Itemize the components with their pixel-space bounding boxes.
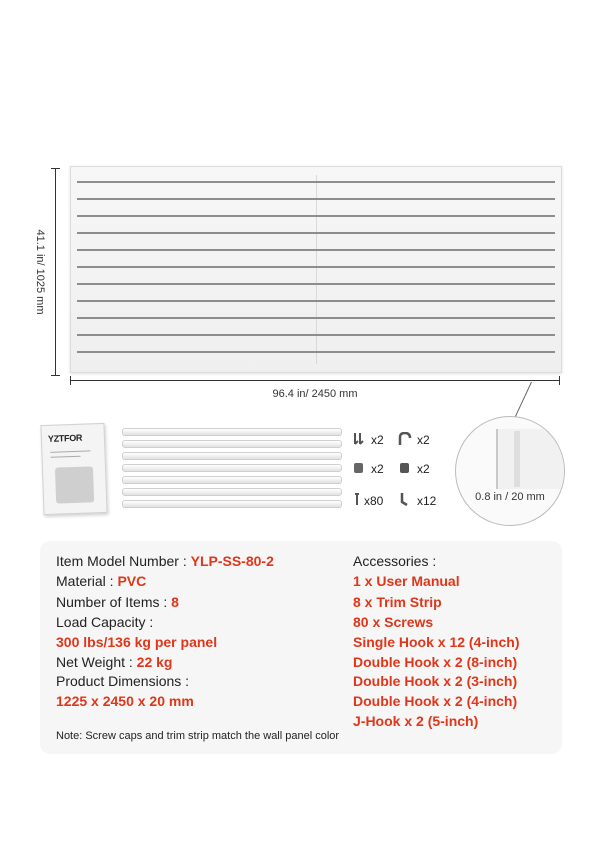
trim-strip [122, 452, 342, 460]
accessory-item: Single Hook x 12 (4-inch) [353, 634, 520, 650]
hook-medium-icon [398, 461, 412, 475]
spec-weight-label: Net Weight : [56, 654, 137, 670]
accessory-item: 80 x Screws [353, 614, 434, 630]
spec-items-value: 8 [171, 594, 179, 610]
height-dimension-cap-bottom [51, 375, 60, 376]
spec-load-value: 300 lbs/136 kg per panel [56, 634, 218, 650]
panel-slot [77, 351, 555, 353]
spec-weight-value: 22 kg [136, 654, 173, 670]
manual-text-line [51, 456, 81, 458]
zoom-panel-face [496, 429, 565, 489]
single-hook-quantity: x12 [417, 494, 437, 508]
height-dimension-label: 41.1 in/ 1025 mm [34, 229, 46, 315]
hook-small-quantity: x2 [371, 462, 384, 476]
screw-quantity: x80 [364, 494, 384, 508]
accessory-item: Double Hook x 2 (8-inch) [353, 654, 518, 670]
single-hook-icon [398, 492, 412, 506]
width-dimension-label: 96.4 in/ 2450 mm [272, 388, 358, 400]
color-match-note: Note: Screw caps and trim strip match the wall panel color [56, 730, 340, 742]
spec-items-label: Number of Items : [56, 594, 172, 610]
spec-material-label: Material : [56, 573, 118, 589]
hook-small-icon [352, 461, 366, 475]
height-dimension-line [55, 168, 56, 375]
accessories-title: Accessories : [353, 553, 437, 569]
panel-slot [77, 181, 555, 183]
accessory-item: Double Hook x 2 (4-inch) [353, 693, 518, 709]
width-dimension-cap-left [70, 376, 71, 385]
trim-strip [122, 440, 342, 448]
panel-slot [77, 317, 555, 319]
spec-items [56, 594, 179, 610]
panel-slot [77, 283, 555, 285]
double-hook-quantity: x2 [371, 433, 384, 447]
trim-strip [122, 428, 342, 436]
spec-material-value: PVC [117, 573, 147, 589]
panel-slot [77, 266, 555, 268]
thickness-label: 0.8 in / 20 mm [475, 491, 545, 503]
panel-slot [77, 249, 555, 251]
spec-model-label: Item Model Number : [56, 553, 191, 569]
spec-load-label: Load Capacity : [56, 614, 154, 630]
width-dimension-line [70, 380, 560, 381]
width-dimension-cap-right [559, 376, 560, 385]
panel-slot [77, 215, 555, 217]
slatwall-panel-image [70, 166, 562, 373]
panel-slot [77, 334, 555, 336]
j-hook-quantity: x2 [417, 433, 430, 447]
panel-slot [77, 198, 555, 200]
trim-strip [122, 488, 342, 496]
height-dimension-cap-top [51, 168, 60, 169]
manual-brand-logo: YZTFOR [47, 432, 83, 444]
zoom-panel-edge [514, 431, 520, 487]
accessory-item: J-Hook x 2 (5-inch) [353, 713, 479, 729]
spec-model [56, 553, 274, 569]
user-manual-image [40, 423, 107, 515]
accessory-item: 8 x Trim Strip [353, 594, 442, 610]
panel-slot [77, 300, 555, 302]
hook-medium-quantity: x2 [417, 462, 430, 476]
panel-slot [77, 232, 555, 234]
accessory-item: Double Hook x 2 (3-inch) [353, 673, 518, 689]
trim-strip [122, 500, 342, 508]
trim-strip [122, 464, 342, 472]
spec-dims-value: 1225 x 2450 x 20 mm [56, 693, 194, 709]
j-hook-icon [398, 432, 412, 446]
spec-model-value: YLP-SS-80-2 [190, 553, 274, 569]
thickness-detail-zoom [455, 416, 565, 526]
trim-strip [122, 476, 342, 484]
spec-dims-label: Product Dimensions : [56, 673, 190, 689]
double-hook-icon [352, 432, 366, 446]
manual-text-line [50, 450, 90, 452]
manual-illustration [55, 466, 94, 503]
accessory-item: 1 x User Manual [353, 573, 460, 589]
spec-card [40, 541, 562, 754]
spec-material [56, 573, 146, 589]
spec-weight [56, 654, 172, 670]
